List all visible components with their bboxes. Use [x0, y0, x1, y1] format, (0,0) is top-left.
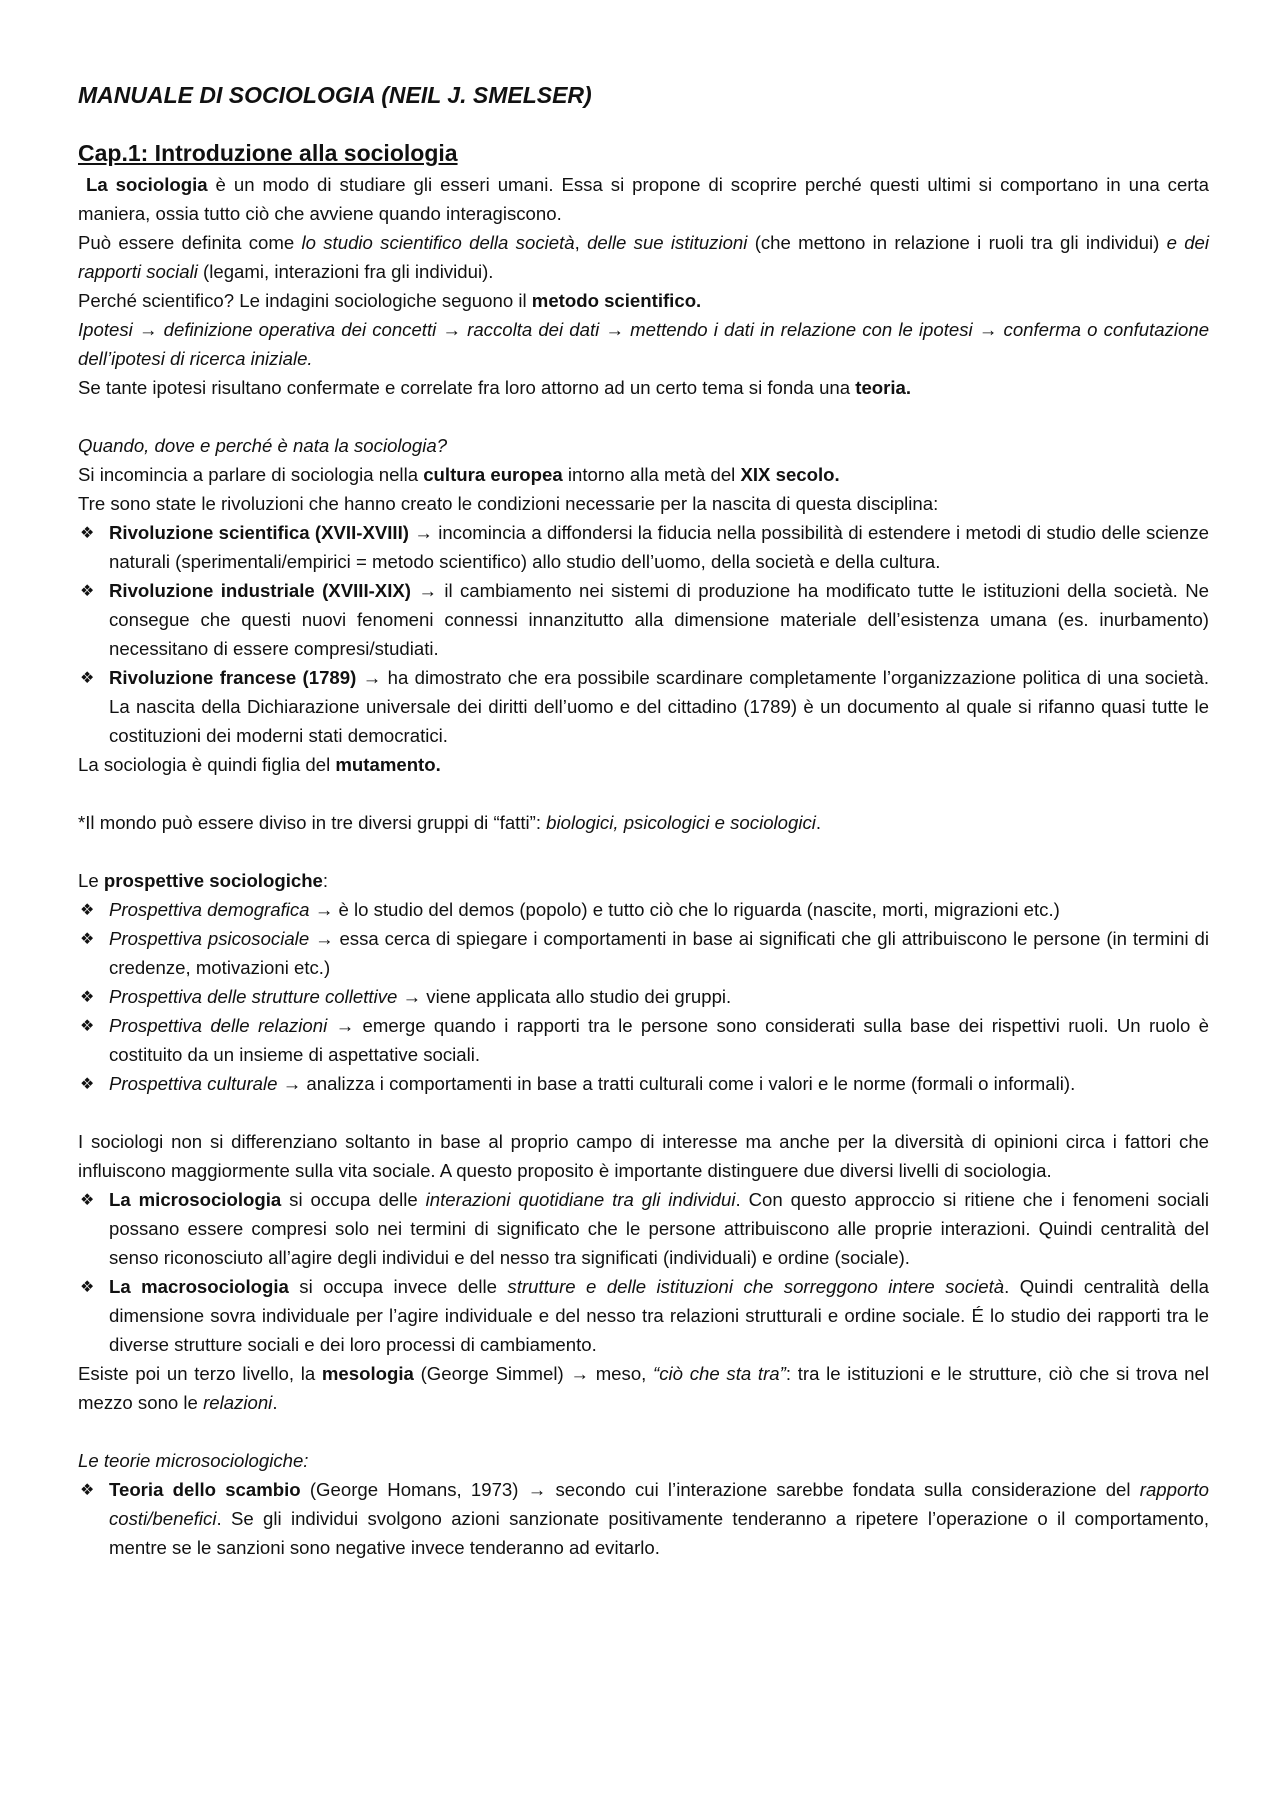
exchange-text: secondo cui l’interazione sarebbe fondata sulla considerazione del [546, 1479, 1140, 1500]
list-item [78, 924, 1209, 982]
origins-question-text: Quando, dove e perché è nata la sociologia? [78, 435, 448, 456]
perspective-text: emerge quando i rapporti tra le persone sono considerati sulla base dei rispettivi ruoli. Un ruolo è costituito da un insieme di aspettative sociali. [109, 1015, 1209, 1065]
closing-text: La sociologia è quindi figlia del [78, 754, 336, 775]
perspective-text: analizza i comportamenti in base a tratti culturali come i valori e le norme (formali o informali). [306, 1073, 1076, 1094]
meso-text: . [272, 1392, 278, 1413]
arrow-icon: → [138, 319, 158, 340]
arrow-icon: → [978, 319, 998, 340]
micro-text: si occupa delle [281, 1189, 426, 1210]
perspectives-section [78, 866, 1209, 1098]
macro-italic: strutture e delle istituzioni che sorreggono intere società [507, 1276, 1005, 1297]
list-item [78, 895, 1209, 924]
diamond-bullet-icon: ❖ [80, 1074, 95, 1093]
meso-italic: “ciò che sta tra” [653, 1363, 786, 1384]
perspective-name: Prospettiva culturale [109, 1073, 278, 1094]
exchange-text: (George Homans, 1973) [300, 1479, 528, 1500]
intro-bold-term: La sociologia [85, 174, 208, 195]
diamond-bullet-icon: ❖ [80, 581, 95, 600]
intro-section [78, 170, 1209, 402]
revolutions-list [78, 518, 1209, 750]
closing-bold: mutamento. [335, 754, 441, 775]
perspective-name: Prospettiva delle relazioni [109, 1015, 328, 1036]
perspectives-text: Le [78, 870, 104, 891]
diamond-bullet-icon: ❖ [80, 1480, 95, 1499]
perspective-text: è lo studio del demos (popolo) e tutto ciò che lo riguarda (nascite, morti, migrazioni etc.) [338, 899, 1060, 920]
theory-text: Se tante ipotesi risultano confermate e correlate fra loro attorno ad un certo tema si fonda una [78, 377, 856, 398]
scientific-bold: metodo scientifico. [531, 290, 702, 311]
exchange-text: . Se gli individui svolgono azioni sanzionate positivamente tenderanno a ripetere l’operazione o il comportamento, mentre se le sanzioni sono negative invece tenderanno ad evitarlo. [109, 1508, 1209, 1558]
arrow-icon: → [282, 1073, 302, 1094]
theories-list [78, 1475, 1209, 1562]
origins-bold: XIX secolo. [740, 464, 840, 485]
origins-section [78, 431, 1209, 779]
definition-italic: e dei rapporti sociali [78, 232, 1210, 282]
arrow-icon: → [570, 1363, 589, 1384]
origins-question [78, 431, 1209, 460]
facts-note [78, 808, 1209, 837]
revolution-text: ha dimostrato che era possibile scardinare completamente l’organizzazione politica di una società. La nascita della Dichiarazione universale dei diritti dell’uomo e del cittadino (1789) è un documento al quale si rifanno quasi tutte le costituzioni dei moderni stati democratici. [109, 667, 1210, 746]
theory-bold: teoria. [855, 377, 912, 398]
macro-text: si occupa invece delle [288, 1276, 508, 1297]
perspectives-bold: prospettive sociologiche [103, 870, 323, 891]
revolutions-intro: Tre sono state le rivoluzioni che hanno creato le condizioni necessarie per la nascita di questa disciplina: [78, 493, 939, 514]
facts-end: . [815, 812, 822, 833]
origins-bold: cultura europea [423, 464, 563, 485]
arrow-icon: → [527, 1479, 547, 1500]
origins-text: intorno alla metà del [562, 464, 741, 485]
meso-italic: relazioni [203, 1392, 273, 1413]
arrow-icon: → [314, 899, 334, 920]
diamond-bullet-icon: ❖ [80, 1016, 95, 1035]
perspectives-intro [78, 866, 1209, 895]
micro-text: . Con questo approccio si ritiene che i fenomeni sociali possano essere compresi solo nei termini di significato che le persone attribuiscono alle proprie interazioni. Quindi centralità del senso riconosciuto all’agire degli individui e del nesso tra significati (individuali) e ordine (sociale). [109, 1189, 1210, 1268]
list-item [78, 1475, 1209, 1562]
chapter-heading: Cap.1: Introduzione alla sociologia [78, 140, 458, 166]
meso-text: : tra le istituzioni e le strutture, ciò che si trova nel mezzo sono le [78, 1363, 1209, 1413]
definition-italic: delle sue istituzioni [587, 232, 748, 253]
micro-bold: La microsociologia [109, 1189, 282, 1210]
meso-paragraph [78, 1359, 1209, 1417]
theories-heading-text: Le teorie microsociologiche: [78, 1450, 309, 1471]
micro-italic: interazioni quotidiane tra gli individui [425, 1189, 736, 1210]
list-item [78, 982, 1209, 1011]
diamond-bullet-icon: ❖ [80, 1277, 95, 1296]
list-item [78, 663, 1209, 750]
method-step: mettendo i dati in relazione con le ipotesi [630, 319, 973, 340]
theories-section [78, 1446, 1209, 1562]
arrow-icon: → [605, 319, 624, 340]
definition-text: , [574, 232, 588, 253]
diamond-bullet-icon: ❖ [80, 987, 95, 1006]
method-steps [78, 315, 1209, 373]
perspectives-text: : [322, 870, 329, 891]
intro-text: è un modo di studiare gli esseri umani. Essa si propone di scoprire perché questi ultimi si comportano in una certa maniera, ossia tutto ciò che avviene quando interagiscono. [78, 174, 1209, 224]
arrow-icon: → [414, 522, 433, 543]
theory-paragraph [78, 373, 1209, 402]
arrow-icon: → [418, 580, 437, 601]
diamond-bullet-icon: ❖ [80, 929, 95, 948]
meso-text: meso, [588, 1363, 654, 1384]
method-step: Ipotesi [78, 319, 133, 340]
list-item [78, 1069, 1209, 1098]
revolution-name: Rivoluzione industriale (XVIII-XIX) [109, 580, 411, 601]
arrow-icon: → [402, 986, 422, 1007]
scientific-text: Perché scientifico? Le indagini sociologiche seguono il [78, 290, 532, 311]
diamond-bullet-icon: ❖ [80, 1190, 95, 1209]
exchange-bold: Teoria dello scambio [109, 1479, 301, 1500]
list-item [78, 576, 1209, 663]
levels-intro: I sociologi non si differenziano soltanto in base al proprio campo di interesse ma anche per la diversità di opinioni circa i fattori che influiscono maggiormente sulla vita sociale. A questo proposito è importante distinguere due diversi livelli di sociologia. [78, 1131, 1209, 1181]
definition-italic: lo studio scientifico della società [301, 232, 575, 253]
meso-text: (George Simmel) [413, 1363, 571, 1384]
list-item [78, 518, 1209, 576]
scientific-paragraph [78, 286, 1209, 315]
method-step: conferma o confutazione dell’ipotesi di ricerca iniziale. [78, 319, 1210, 369]
revolution-text: il cambiamento nei sistemi di produzione ha modificato tutte le istituzioni della società. Ne consegue che questi nuovi fenomeni connessi innanzitutto alla dimensione materiale dell’esistenza umana (es. inurbamento) necessitano di essere compresi/studiati. [109, 580, 1209, 659]
arrow-icon: → [442, 319, 461, 340]
diamond-bullet-icon: ❖ [80, 523, 95, 542]
perspective-name: Prospettiva psicosociale [109, 928, 310, 949]
list-item [78, 1272, 1209, 1359]
origins-text: Si incomincia a parlare di sociologia nella [78, 464, 424, 485]
levels-section [78, 1127, 1209, 1417]
method-step: definizione operativa dei concetti [163, 319, 437, 340]
macro-bold: La macrosociologia [109, 1276, 289, 1297]
levels-list [78, 1185, 1209, 1359]
perspective-text: essa cerca di spiegare i comportamenti in base ai significati che gli attribuiscono le persone (in termini di credenze, motivazioni etc.) [109, 928, 1209, 978]
theories-heading [78, 1446, 1209, 1475]
arrow-icon: → [315, 928, 334, 949]
origins-paragraph [78, 460, 1209, 489]
facts-italic: biologici, psicologici e sociologici [546, 812, 816, 833]
definition-text: (che mettono in relazione i ruoli tra gli individui) [747, 232, 1167, 253]
definition-paragraph [78, 228, 1209, 286]
perspective-name: Prospettiva delle strutture collettive [109, 986, 398, 1007]
arrow-icon: → [362, 667, 382, 688]
diamond-bullet-icon: ❖ [80, 668, 95, 687]
facts-text: *Il mondo può essere diviso in tre diversi gruppi di “fatti”: [78, 812, 547, 833]
list-item [78, 1185, 1209, 1272]
intro-paragraph [78, 170, 1209, 228]
diamond-bullet-icon: ❖ [80, 900, 95, 919]
meso-text: Esiste poi un terzo livello, la [78, 1363, 322, 1384]
exchange-italic: rapporto costi/benefici [109, 1479, 1210, 1529]
revolution-text: incomincia a diffondersi la fiducia nella possibilità di estendere i metodi di studio delle scienze naturali (sperimentali/empirici = metodo scientifico) allo studio dell’uomo, della società e della cultura. [109, 522, 1209, 572]
macro-text: . Quindi centralità della dimensione sovra individuale per l’agire individuale e del nesso tra relazioni strutturali e ordine sociale. É lo studio dei rapporti tra le diverse strutture sociali e dei loro processi di cambiamento. [109, 1276, 1210, 1355]
perspective-text: viene applicata allo studio dei gruppi. [426, 986, 732, 1007]
list-item [78, 1011, 1209, 1069]
revolution-name: Rivoluzione scientifica (XVII-XVIII) [109, 522, 409, 543]
revolution-name: Rivoluzione francese (1789) [109, 667, 357, 688]
meso-bold: mesologia [321, 1363, 414, 1384]
method-step: raccolta dei dati [467, 319, 600, 340]
arrow-icon: → [335, 1015, 355, 1036]
perspective-name: Prospettiva demografica [109, 899, 310, 920]
perspectives-list [78, 895, 1209, 1098]
definition-text: (legami, interazioni fra gli individui). [197, 261, 494, 282]
definition-text: Può essere definita come [78, 232, 302, 253]
origins-closing [78, 750, 1209, 779]
document-title: MANUALE DI SOCIOLOGIA (NEIL J. SMELSER) [78, 82, 592, 108]
